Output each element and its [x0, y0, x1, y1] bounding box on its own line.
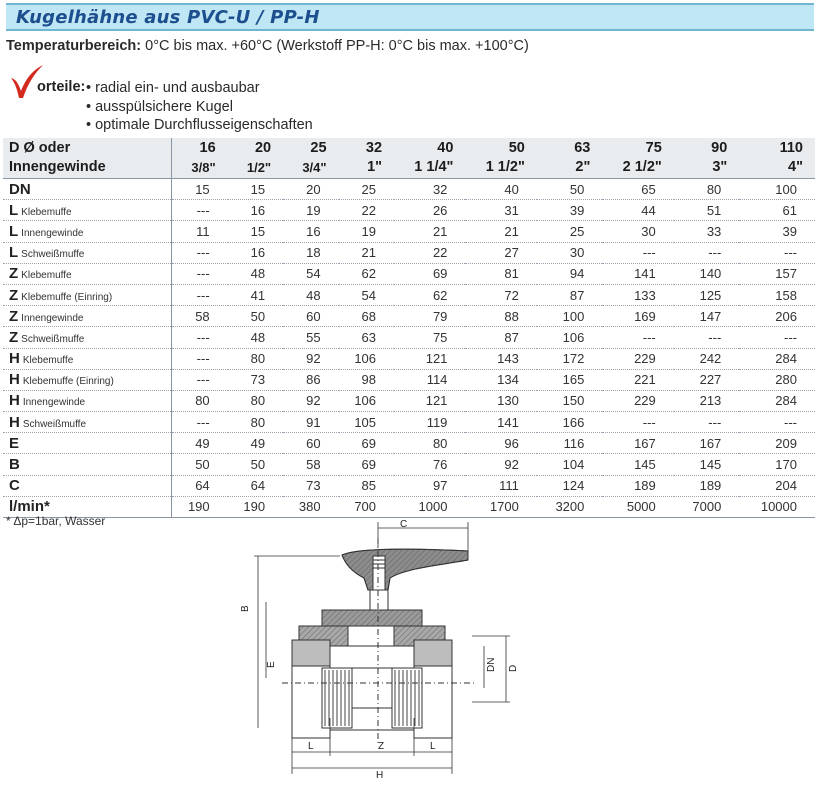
table-cell: 3200	[537, 496, 603, 517]
table-body	[3, 179, 815, 518]
table-cell: 88	[465, 306, 536, 327]
row-label-main: H	[9, 413, 20, 431]
table-cell: 80	[228, 390, 283, 411]
table-cell: 75	[394, 327, 465, 348]
dim-label-d: D	[508, 664, 519, 672]
row-label	[3, 179, 172, 200]
size-header: 63 2"	[537, 138, 603, 179]
row-label	[3, 242, 172, 263]
table-cell: 25	[537, 221, 603, 242]
row-label-main: E	[9, 434, 20, 452]
advantages-section	[10, 64, 350, 134]
row-label-main: Z	[9, 307, 19, 325]
row-label-sub: Innengewinde	[21, 227, 84, 239]
table-cell: 92	[283, 390, 338, 411]
table-cell: 204	[739, 475, 815, 496]
dimension-table	[3, 138, 815, 518]
table-cell: ---	[739, 412, 815, 433]
dim-label-c: C	[400, 519, 408, 530]
row-label-main: DN	[9, 180, 31, 198]
row-label	[3, 433, 172, 454]
table-row	[3, 390, 815, 411]
table-cell: 119	[394, 412, 465, 433]
table-cell: 213	[674, 390, 740, 411]
table-cell: 143	[465, 348, 536, 369]
table-cell: 141	[602, 263, 673, 284]
table-cell: ---	[739, 327, 815, 348]
table-cell: ---	[172, 412, 228, 433]
table-cell: 700	[339, 496, 394, 517]
table-cell: 145	[674, 454, 740, 475]
row-label-main: L	[9, 201, 19, 219]
table-cell: 79	[394, 306, 465, 327]
table-cell: 94	[537, 263, 603, 284]
row-label-main: H	[9, 392, 20, 410]
row-label-sub: Innengewinde	[21, 312, 84, 324]
table-cell: 11	[172, 221, 228, 242]
size-header: 20 1/2"	[228, 138, 283, 179]
table-cell: 32	[394, 179, 465, 200]
advantages-list	[86, 79, 313, 135]
table-cell: 96	[465, 433, 536, 454]
table-cell: 39	[739, 221, 815, 242]
table-cell: 242	[674, 348, 740, 369]
row-label-main: Z	[9, 286, 19, 304]
table-cell: ---	[172, 327, 228, 348]
table-cell: 170	[739, 454, 815, 475]
table-cell: 58	[172, 306, 228, 327]
dim-label-h: H	[376, 770, 384, 780]
table-cell: 72	[465, 284, 536, 305]
table-cell: 189	[674, 475, 740, 496]
table-cell: ---	[674, 242, 740, 263]
table-cell: 92	[465, 454, 536, 475]
table-cell: 76	[394, 454, 465, 475]
row-label	[3, 221, 172, 242]
row-label-sub: Schweißmuffe	[21, 249, 85, 261]
row-label-main: H	[9, 371, 20, 389]
ball-valve-drawing	[236, 518, 526, 780]
table-cell: 27	[465, 242, 536, 263]
table-cell: 61	[739, 200, 815, 221]
table-cell: 121	[394, 390, 465, 411]
row-label-main: L	[9, 222, 19, 240]
size-header: 50 1 1/2"	[465, 138, 536, 179]
table-cell: 21	[465, 221, 536, 242]
table-cell: 284	[739, 390, 815, 411]
table-cell: 91	[283, 412, 338, 433]
row-label-sub: Innengewinde	[22, 397, 86, 409]
table-cell: 116	[537, 433, 603, 454]
table-cell: 22	[339, 200, 394, 221]
table-row	[3, 306, 815, 327]
table-cell: 380	[283, 496, 338, 517]
table-cell: 190	[172, 496, 228, 517]
table-cell: 92	[283, 348, 338, 369]
table-cell: 62	[394, 284, 465, 305]
table-cell: 10000	[739, 496, 815, 517]
row-label	[3, 327, 172, 348]
table-cell: 48	[228, 327, 283, 348]
table-cell: 169	[602, 306, 673, 327]
table-cell: 97	[394, 475, 465, 496]
row-label	[3, 348, 172, 369]
table-cell: 16	[228, 242, 283, 263]
row-label	[3, 263, 172, 284]
table-cell: 65	[602, 179, 673, 200]
table-cell: 104	[537, 454, 603, 475]
table-cell: 125	[674, 284, 740, 305]
table-cell: 5000	[602, 496, 673, 517]
row-label-main: C	[9, 477, 20, 495]
table-row	[3, 454, 815, 475]
table-cell: 140	[674, 263, 740, 284]
table-cell: 50	[228, 454, 283, 475]
table-cell: 49	[228, 433, 283, 454]
table-cell: 60	[283, 433, 338, 454]
table-cell: 30	[602, 221, 673, 242]
row-label-sub: Klebemuffe (Einring)	[21, 291, 113, 303]
table-cell: 280	[739, 369, 815, 390]
dim-label-l-left: L	[308, 741, 314, 752]
table-cell: 48	[228, 263, 283, 284]
footnote: * Δp=1bar, Wasser	[6, 514, 106, 528]
table-cell: 106	[339, 390, 394, 411]
row-label	[3, 306, 172, 327]
table-cell: 229	[602, 348, 673, 369]
table-cell: 130	[465, 390, 536, 411]
row-label-main: l/min*	[9, 498, 50, 516]
table-cell: ---	[602, 327, 673, 348]
table-cell: 33	[674, 221, 740, 242]
row-label-sub: Klebemuffe	[21, 270, 72, 282]
table-cell: 141	[465, 412, 536, 433]
row-label-main: Z	[9, 328, 19, 346]
row-label	[3, 369, 172, 390]
table-cell: ---	[172, 348, 228, 369]
table-header-row	[3, 138, 815, 179]
table-cell: 58	[283, 454, 338, 475]
table-cell: ---	[674, 327, 740, 348]
table-cell: 50	[228, 306, 283, 327]
title-bar	[6, 3, 814, 31]
table-cell: 7000	[674, 496, 740, 517]
advantage-item: • radial ein- und ausbaubar	[86, 79, 313, 98]
table-cell: 100	[739, 179, 815, 200]
table-cell: 167	[674, 433, 740, 454]
table-cell: 150	[537, 390, 603, 411]
row-label	[3, 454, 172, 475]
table-cell: 40	[465, 179, 536, 200]
table-cell: 1700	[465, 496, 536, 517]
dim-label-z: Z	[378, 741, 385, 752]
table-cell: 64	[228, 475, 283, 496]
table-cell: 62	[339, 263, 394, 284]
table-cell: 106	[339, 348, 394, 369]
table-cell: 158	[739, 284, 815, 305]
row-label-main: L	[9, 244, 19, 262]
table-cell: 50	[537, 179, 603, 200]
row-label-sub: Klebemuffe	[21, 206, 72, 218]
table-cell: 106	[537, 327, 603, 348]
table-cell: 1000	[394, 496, 465, 517]
table-cell: ---	[172, 284, 228, 305]
row-label	[3, 200, 172, 221]
table-cell: ---	[172, 242, 228, 263]
table-cell: 30	[537, 242, 603, 263]
table-cell: 69	[339, 454, 394, 475]
table-cell: 189	[602, 475, 673, 496]
table-cell: ---	[172, 200, 228, 221]
table-cell: 167	[602, 433, 673, 454]
table-cell: ---	[172, 369, 228, 390]
row-label-sub: Schweißmuffe	[21, 333, 85, 345]
table-cell: 73	[283, 475, 338, 496]
size-header: 90 3"	[674, 138, 740, 179]
table-cell: 26	[394, 200, 465, 221]
size-header: 16 3/8"	[172, 138, 228, 179]
table-cell: 87	[465, 327, 536, 348]
table-cell: 157	[739, 263, 815, 284]
table-cell: 121	[394, 348, 465, 369]
table-cell: 15	[228, 179, 283, 200]
table-cell: 44	[602, 200, 673, 221]
table-cell: 133	[602, 284, 673, 305]
table-cell: 227	[674, 369, 740, 390]
table-cell: 16	[283, 221, 338, 242]
table-cell: 63	[339, 327, 394, 348]
table-cell: 21	[394, 221, 465, 242]
table-row	[3, 412, 815, 433]
row-label	[3, 412, 172, 433]
table-cell: 206	[739, 306, 815, 327]
advantage-item: • optimale Durchflusseigenschaften	[86, 116, 313, 135]
table-cell: 229	[602, 390, 673, 411]
size-header: 40 1 1/4"	[394, 138, 465, 179]
table-row	[3, 496, 815, 517]
table-cell: 48	[283, 284, 338, 305]
table-cell: ---	[172, 263, 228, 284]
table-cell: 16	[228, 200, 283, 221]
table-cell: 49	[172, 433, 228, 454]
table-cell: 54	[283, 263, 338, 284]
dim-label-e: E	[266, 661, 277, 668]
table-cell: 41	[228, 284, 283, 305]
table-cell: 68	[339, 306, 394, 327]
table-cell: ---	[602, 412, 673, 433]
row-label-sub: Klebemuffe (Einring)	[22, 376, 114, 388]
table-row	[3, 475, 815, 496]
table-cell: 166	[537, 412, 603, 433]
row-label-main: Z	[9, 265, 19, 283]
size-header: 25 3/4"	[283, 138, 338, 179]
table-cell: 221	[602, 369, 673, 390]
table-cell: 22	[394, 242, 465, 263]
table-cell: 69	[394, 263, 465, 284]
advantage-item: • ausspülsichere Kugel	[86, 98, 313, 117]
table-cell: 80	[674, 179, 740, 200]
table-row	[3, 242, 815, 263]
table-cell: 25	[339, 179, 394, 200]
table-cell: 39	[537, 200, 603, 221]
table-cell: 60	[283, 306, 338, 327]
valve-handle	[342, 549, 468, 612]
table-cell: 111	[465, 475, 536, 496]
table-cell: 50	[172, 454, 228, 475]
table-cell: 19	[283, 200, 338, 221]
table-cell: 80	[228, 412, 283, 433]
table-cell: 81	[465, 263, 536, 284]
dim-label-b: B	[240, 605, 251, 612]
table-cell: ---	[674, 412, 740, 433]
table-cell: 21	[339, 242, 394, 263]
table-cell: 31	[465, 200, 536, 221]
table-cell: 145	[602, 454, 673, 475]
row-label-main: H	[9, 350, 20, 368]
table-row	[3, 327, 815, 348]
row-label-main: B	[9, 456, 20, 474]
table-cell: 80	[394, 433, 465, 454]
table-cell: 64	[172, 475, 228, 496]
table-cell: 51	[674, 200, 740, 221]
table-cell: 114	[394, 369, 465, 390]
table-row	[3, 369, 815, 390]
page-title: Kugelhähne aus PVC-U / PP-H	[16, 7, 320, 28]
table-cell: 147	[674, 306, 740, 327]
table-cell: 80	[228, 348, 283, 369]
table-row	[3, 179, 815, 200]
table-cell: 15	[172, 179, 228, 200]
size-header: 110 4"	[739, 138, 815, 179]
temperature-label: Temperaturbereich:	[6, 38, 142, 54]
header-label: D Ø oder Innengewinde	[3, 138, 172, 179]
row-label	[3, 390, 172, 411]
table-row	[3, 221, 815, 242]
table-cell: 124	[537, 475, 603, 496]
table-cell: 69	[339, 433, 394, 454]
table-cell: 190	[228, 496, 283, 517]
advantages-label: orteile:	[37, 79, 86, 95]
table-cell: 80	[172, 390, 228, 411]
table-cell: 19	[339, 221, 394, 242]
table-cell: 85	[339, 475, 394, 496]
table-cell: ---	[739, 242, 815, 263]
temperature-value: 0°C bis max. +60°C (Werkstoff PP-H: 0°C bis max. +100°C)	[145, 38, 529, 54]
table-cell: 165	[537, 369, 603, 390]
table-row	[3, 200, 815, 221]
table-cell: 87	[537, 284, 603, 305]
size-header: 32 1"	[339, 138, 394, 179]
table-cell: 20	[283, 179, 338, 200]
table-cell: 172	[537, 348, 603, 369]
dim-label-dn: DN	[486, 657, 497, 672]
table-cell: 284	[739, 348, 815, 369]
table-row	[3, 263, 815, 284]
table-cell: 134	[465, 369, 536, 390]
dim-label-l-right: L	[430, 741, 436, 752]
row-label	[3, 284, 172, 305]
table-row	[3, 348, 815, 369]
table-cell: 55	[283, 327, 338, 348]
table-cell: ---	[602, 242, 673, 263]
table-cell: 98	[339, 369, 394, 390]
size-header: 75 2 1/2"	[602, 138, 673, 179]
table-row	[3, 284, 815, 305]
table-cell: 54	[339, 284, 394, 305]
table-cell: 105	[339, 412, 394, 433]
temperature-range	[6, 38, 529, 54]
row-label-sub: Klebemuffe	[22, 355, 74, 367]
table-row	[3, 433, 815, 454]
row-label-sub: Schweißmuffe	[22, 418, 87, 430]
row-label	[3, 475, 172, 496]
table-cell: 86	[283, 369, 338, 390]
table-cell: 15	[228, 221, 283, 242]
table-cell: 73	[228, 369, 283, 390]
table-cell: 100	[537, 306, 603, 327]
table-cell: 209	[739, 433, 815, 454]
table-cell: 18	[283, 242, 338, 263]
